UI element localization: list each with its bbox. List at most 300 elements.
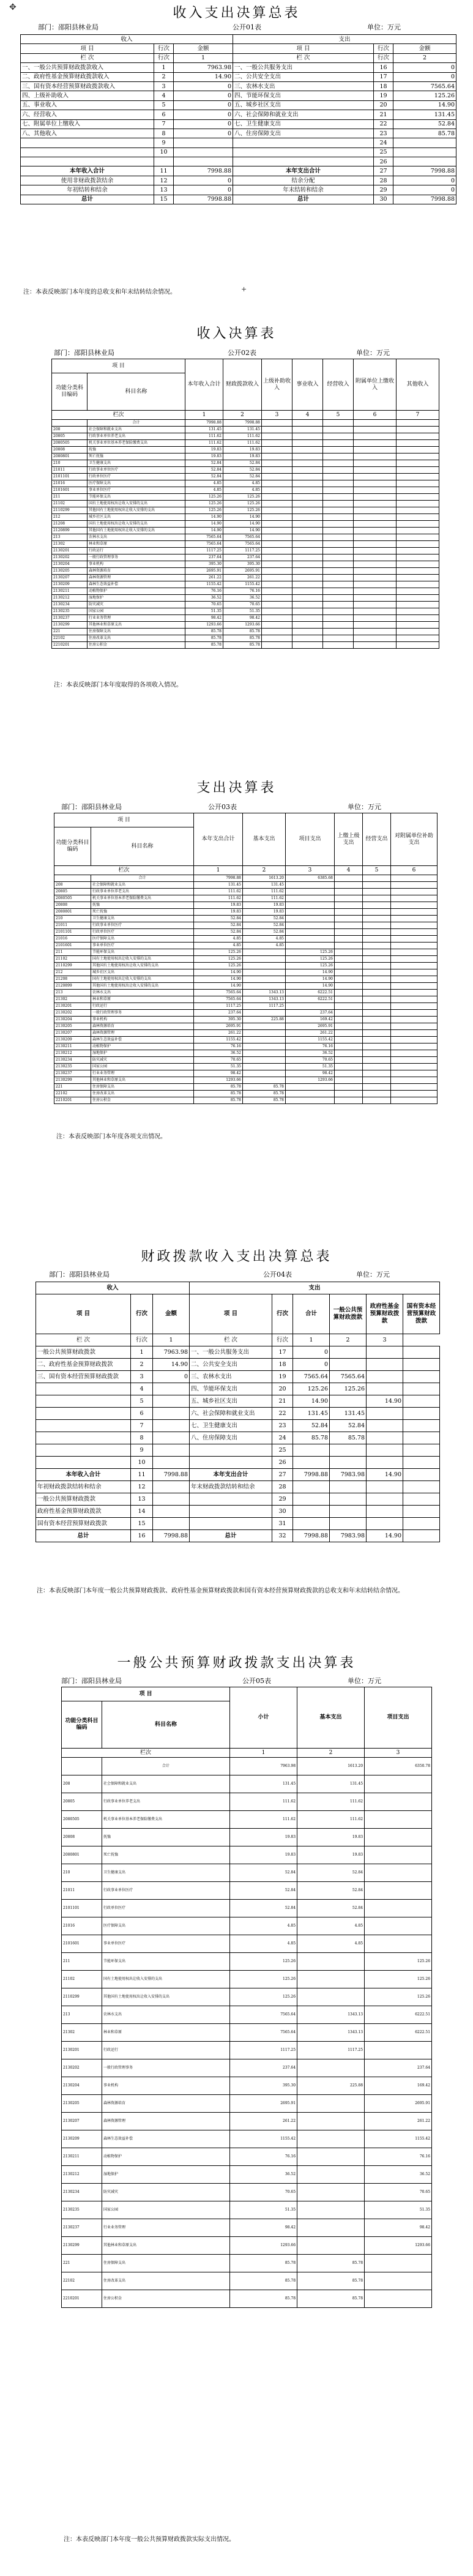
table-cell: 15 — [154, 195, 174, 204]
table-cell — [262, 460, 292, 467]
table-cell: 国家公园 — [102, 2201, 230, 2219]
table-cell: 0 — [153, 1371, 190, 1383]
table-cell: 农林水支出 — [88, 534, 185, 541]
table-cell — [297, 2201, 365, 2219]
table-cell: 1117.25 — [243, 1003, 286, 1010]
table-cell — [335, 909, 363, 916]
table-cell — [363, 1064, 391, 1070]
table-cell: 7998.88 — [393, 166, 456, 176]
table-cell: 51.35 — [194, 1064, 243, 1070]
table-cell — [153, 1506, 190, 1518]
table-cell: 其他林业和草原支出 — [88, 622, 185, 629]
header-cell: 6 — [391, 866, 438, 875]
table-cell — [297, 2237, 365, 2255]
table-cell: 98.42 — [286, 1070, 335, 1077]
table-cell: 125.26 — [365, 1988, 432, 2006]
table-cell: 221 — [54, 1084, 91, 1091]
table-cell: 395.30 — [230, 2077, 297, 2095]
table-cell — [286, 1084, 335, 1091]
table-cell — [292, 474, 323, 480]
table-cell: 111.62 — [297, 1811, 365, 1829]
table-cell: 森林资源管理 — [91, 1030, 194, 1037]
table-cell: 森林资源培育 — [102, 2095, 230, 2113]
table-cell: 7983.98 — [330, 1530, 367, 1542]
table-cell — [243, 1064, 286, 1070]
table-row — [52, 501, 439, 507]
table-cell: 四、节能环保支出 — [190, 1383, 272, 1395]
table-cell: 52.84 — [230, 1864, 297, 1882]
header-cell: 上缴上级支出 — [335, 813, 363, 866]
table-cell: 国有土地使用权出让收入安排的支出 — [91, 956, 194, 963]
table-row — [54, 813, 438, 827]
table-cell: 21011 — [62, 1882, 102, 1900]
table-cell: 事业单位医疗 — [102, 1935, 230, 1953]
table-cell — [367, 1359, 403, 1371]
table-cell: 14.90 — [153, 1359, 190, 1371]
table-cell — [397, 487, 439, 494]
table-cell: 2080801 — [54, 909, 91, 916]
header-cell: 栏次 — [62, 1749, 230, 1758]
table-row — [62, 1864, 432, 1882]
table-cell: 4.85 — [194, 936, 243, 943]
table-cell: 2101101 — [62, 1900, 102, 1917]
table-cell: 125.26 — [330, 1383, 367, 1395]
table-cell: 2130235 — [54, 1064, 91, 1070]
table-cell — [397, 440, 439, 447]
table-cell: 211 — [62, 1953, 102, 1971]
table-cell: 52.84 — [297, 1882, 365, 1900]
table-cell: 98.42 — [185, 615, 223, 622]
t4-note: 注：本表反映部门本年度一般公共预算财政拨款、政府性基金预算财政拨款和国有资本经营预算财政拨款的总收支和年末结转结余情况。 — [37, 1588, 404, 1594]
table-cell: 医疗保障支出 — [88, 480, 185, 487]
table-cell: 125.26 — [365, 1953, 432, 1971]
table-cell: 85.78 — [230, 2255, 297, 2272]
table-cell — [243, 1043, 286, 1050]
table-row — [52, 615, 439, 622]
table-cell: 85.78 — [243, 1097, 286, 1104]
table-row — [62, 2077, 432, 2095]
table-cell — [363, 1084, 391, 1091]
table-cell — [397, 447, 439, 454]
table-cell: 抚恤 — [102, 1829, 230, 1846]
table-cell — [354, 480, 397, 487]
table-cell: 2130204 — [62, 2077, 102, 2095]
table-cell: 国家公园 — [88, 608, 185, 615]
table-cell — [190, 1457, 272, 1469]
table-cell: 208 — [62, 1775, 102, 1793]
table-cell: 防灾减灾 — [88, 602, 185, 608]
table-cell: 合计 — [91, 875, 194, 882]
table-row — [36, 1518, 440, 1530]
table-cell: 19.83 — [230, 1846, 297, 1864]
table-cell: 6222.51 — [365, 2006, 432, 2024]
table-row — [21, 185, 456, 195]
table-cell: 2080505 — [52, 440, 88, 447]
table-cell: 事业机构 — [91, 1017, 194, 1023]
table-cell: 2130209 — [52, 581, 88, 588]
header-cell: 行次 — [374, 53, 393, 62]
header-cell: 项 目 — [36, 1294, 131, 1334]
table-cell — [292, 561, 323, 568]
table-cell — [354, 534, 397, 541]
table-cell — [153, 1518, 190, 1530]
table-cell — [397, 561, 439, 568]
table-cell — [354, 467, 397, 474]
table-cell — [323, 588, 354, 595]
table-cell — [354, 427, 397, 433]
table-cell: 其他国有土地使用权出让收入安排的支出 — [91, 963, 194, 969]
table-row — [52, 480, 439, 487]
table-cell: 52.84 — [194, 922, 243, 929]
table-cell — [292, 541, 323, 548]
header-cell: 收入 — [36, 1282, 190, 1294]
table-cell: 125.26 — [286, 956, 335, 963]
header-cell: 基本支出 — [297, 1687, 365, 1749]
table-cell: 2130202 — [62, 2059, 102, 2077]
table-cell — [363, 882, 391, 889]
table-cell — [391, 922, 438, 929]
table-cell: 14.90 — [223, 514, 262, 521]
table-cell: 国有土地使用权出让收入安排的支出 — [88, 521, 185, 528]
table-cell — [365, 2290, 432, 2308]
table-cell: 2695.91 — [223, 568, 262, 575]
table-cell: 70.65 — [194, 1057, 243, 1064]
table-cell: 2130212 — [54, 1050, 91, 1057]
table-cell — [323, 534, 354, 541]
table-cell: 其他国有土地使用权出让收入安排的支出 — [88, 507, 185, 514]
header-cell: 1 — [153, 1334, 190, 1346]
table-cell — [262, 541, 292, 548]
table-cell — [323, 501, 354, 507]
table-cell: 85.78 — [185, 635, 223, 642]
table-cell: 2080801 — [52, 454, 88, 460]
table-cell: 二、公共安全支出 — [233, 72, 374, 81]
table-row — [54, 943, 438, 949]
table-cell — [397, 595, 439, 602]
table-cell: 85.78 — [194, 1091, 243, 1097]
table-row — [52, 359, 439, 373]
table-cell — [335, 943, 363, 949]
table-cell: 7565.64 — [223, 541, 262, 548]
table-cell — [354, 629, 397, 635]
header-cell: 政府性基金预算财政拨款 — [367, 1294, 403, 1334]
table-row — [52, 474, 439, 480]
table-cell: 98.42 — [365, 2219, 432, 2237]
table-cell: 2130212 — [52, 595, 88, 602]
table-cell: 行业业务管理 — [102, 2219, 230, 2237]
table-cell — [403, 1395, 440, 1408]
table-cell: 住房改革支出 — [102, 2272, 230, 2290]
table-cell: 19 — [374, 91, 393, 100]
table-row — [54, 1077, 438, 1084]
table-cell — [292, 521, 323, 528]
table-cell: 76.16 — [286, 1043, 335, 1050]
table-cell: 动植物保护 — [91, 1043, 194, 1050]
table-cell — [365, 1917, 432, 1935]
table-cell — [354, 581, 397, 588]
table-cell — [391, 1017, 438, 1023]
table-cell: 1117.25 — [230, 2042, 297, 2059]
table-cell — [365, 1882, 432, 1900]
t3-title: 支出决算表 — [196, 780, 277, 796]
table-cell — [391, 990, 438, 996]
table-cell: 行政单位医疗 — [102, 1900, 230, 1917]
table-cell: 年末财政拨款结转和结余 — [190, 1481, 272, 1493]
table-cell — [292, 575, 323, 581]
table-cell — [391, 996, 438, 1003]
table-cell — [335, 936, 363, 943]
table-cell: 4.85 — [230, 1917, 297, 1935]
table-cell: 7565.64 — [393, 81, 456, 91]
table-cell: 18 — [272, 1359, 293, 1371]
table-cell: 2130209 — [54, 1037, 91, 1043]
table-row — [62, 1758, 432, 1775]
table-cell: 2695.91 — [185, 568, 223, 575]
table-cell — [292, 629, 323, 635]
table-cell: 30 — [374, 195, 393, 204]
table-cell: 20805 — [54, 889, 91, 895]
table-cell — [354, 440, 397, 447]
table-cell — [286, 916, 335, 922]
table-cell — [391, 1084, 438, 1091]
table-cell: 行政单位医疗 — [91, 929, 194, 936]
table-cell: 131.45 — [223, 427, 262, 433]
table-cell — [292, 554, 323, 561]
table-cell: 0 — [174, 176, 233, 185]
header-cell: 2 — [243, 866, 286, 875]
table-cell — [363, 1070, 391, 1077]
header-cell: 金额 — [174, 44, 233, 53]
header-cell: 功能分类科目编码 — [52, 373, 88, 411]
table-cell: 17 — [374, 72, 393, 81]
table-cell — [262, 561, 292, 568]
table-cell — [391, 875, 438, 882]
table-cell: 国家公园 — [91, 1064, 194, 1070]
t1-dept: 部门：邵阳县林业局 — [38, 23, 99, 31]
table-cell — [262, 454, 292, 460]
table-cell: 210 — [62, 1864, 102, 1882]
table-cell: 70.65 — [365, 2184, 432, 2201]
table-cell — [367, 1346, 403, 1359]
table-cell — [323, 433, 354, 440]
table-row — [54, 922, 438, 929]
table-cell — [153, 1420, 190, 1432]
table-row — [54, 929, 438, 936]
header-cell: 行次 — [154, 53, 174, 62]
table-cell — [403, 1432, 440, 1444]
table-cell — [286, 936, 335, 943]
table-cell — [335, 1023, 363, 1030]
table-cell: 7983.98 — [330, 1469, 367, 1481]
table-cell: 76.16 — [185, 588, 223, 595]
table-cell: 52.84 — [185, 467, 223, 474]
table-cell: 20 — [272, 1383, 293, 1395]
table-cell — [403, 1469, 440, 1481]
table-cell: 125.26 — [365, 1971, 432, 1988]
table-cell — [397, 433, 439, 440]
table-cell: 6385.68 — [286, 875, 335, 882]
header-cell: 4 — [292, 411, 323, 420]
table-cell — [363, 1057, 391, 1064]
table-cell: 52.84 — [230, 1900, 297, 1917]
table-cell — [403, 1518, 440, 1530]
table-cell: 1613.20 — [243, 875, 286, 882]
table-cell: 行业业务管理 — [91, 1070, 194, 1077]
table-cell — [323, 528, 354, 534]
table-row — [21, 157, 456, 166]
table-cell — [397, 575, 439, 581]
table-cell — [153, 1481, 190, 1493]
table-cell — [397, 427, 439, 433]
table-cell: 2130205 — [52, 568, 88, 575]
table-cell — [335, 1010, 363, 1017]
table-cell — [354, 433, 397, 440]
table-cell: 2130235 — [52, 608, 88, 615]
table-cell — [367, 1408, 403, 1420]
table-cell: 使用非财政拨款结余 — [21, 176, 154, 185]
table-cell — [262, 615, 292, 622]
header-cell: 行次 — [272, 1334, 293, 1346]
table-row — [54, 1064, 438, 1070]
table-cell: 25 — [272, 1444, 293, 1457]
table-cell: 32 — [272, 1530, 293, 1542]
table-cell — [323, 642, 354, 649]
table-cell — [297, 1971, 365, 1988]
table-cell — [335, 956, 363, 963]
table-row — [62, 1749, 432, 1758]
table-cell — [367, 1444, 403, 1457]
table-cell: 2130204 — [54, 1017, 91, 1023]
table-cell: 7565.64 — [185, 541, 223, 548]
table-cell: 林业和草原 — [91, 996, 194, 1003]
table-cell: 261.22 — [185, 575, 223, 581]
table-cell — [403, 1481, 440, 1493]
table-cell — [292, 514, 323, 521]
table-cell — [243, 949, 286, 956]
table-cell — [403, 1408, 440, 1420]
table-cell — [354, 561, 397, 568]
table-cell — [391, 889, 438, 895]
table-row — [52, 507, 439, 514]
table-cell: 1155.42 — [286, 1037, 335, 1043]
table-cell: 111.62 — [185, 433, 223, 440]
table-cell: 4.85 — [230, 1935, 297, 1953]
table-row — [54, 1017, 438, 1023]
table-cell: 261.22 — [286, 1030, 335, 1037]
table-cell — [286, 902, 335, 909]
table-cell — [262, 554, 292, 561]
table-cell — [286, 889, 335, 895]
table-cell: 19.83 — [223, 454, 262, 460]
table-cell — [262, 534, 292, 541]
table-row — [54, 983, 438, 990]
header-cell: 其他收入 — [397, 359, 439, 411]
t5-form: 公开05表 — [242, 1677, 271, 1685]
header-cell: 项 目 — [21, 44, 154, 53]
table-cell — [354, 460, 397, 467]
table-cell — [354, 447, 397, 454]
header-cell: 经营收入 — [323, 359, 354, 411]
table-cell: 0 — [393, 63, 456, 72]
table-cell: 125.26 — [286, 949, 335, 956]
table-cell: 2695.91 — [286, 1023, 335, 1030]
table-cell — [391, 983, 438, 990]
table-cell — [403, 1457, 440, 1469]
table-cell — [323, 420, 354, 427]
table-cell — [293, 1518, 330, 1530]
table-cell: 4.85 — [194, 943, 243, 949]
table-cell: 20808 — [62, 1829, 102, 1846]
table-cell: 7998.88 — [393, 195, 456, 204]
table-cell — [335, 949, 363, 956]
t4-dept: 部门：邵阳县林业局 — [49, 1271, 110, 1279]
table-cell: 7998.88 — [194, 875, 243, 882]
table-row — [52, 595, 439, 602]
table-cell: 111.62 — [194, 895, 243, 902]
table-cell: 7565.64 — [293, 1371, 330, 1383]
table-cell — [174, 157, 233, 166]
table-cell: 19.83 — [297, 1829, 365, 1846]
move-anchor-icon[interactable]: ✥ — [9, 2, 17, 12]
table-cell: 125.26 — [293, 1383, 330, 1395]
add-row-icon[interactable]: + — [241, 285, 247, 293]
table-cell: 85.78 — [393, 129, 456, 138]
table-cell — [397, 460, 439, 467]
table-row — [21, 44, 456, 53]
table-cell: 85.78 — [243, 1084, 286, 1091]
table-cell — [335, 1091, 363, 1097]
table-cell — [323, 507, 354, 514]
table-cell — [262, 575, 292, 581]
table-cell — [365, 1846, 432, 1864]
table-cell — [335, 889, 363, 895]
table-cell: 行政运行 — [102, 2042, 230, 2059]
table-cell: 4.85 — [297, 1917, 365, 1935]
table-cell — [286, 1097, 335, 1104]
table-cell: 住房公积金 — [102, 2290, 230, 2308]
t5-note: 注：本表反映部门本年度一般公共预算财政拨款实际支出情况。 — [64, 2536, 235, 2543]
table-cell: 行政事业单位医疗 — [102, 1882, 230, 1900]
table-cell: 21016 — [52, 480, 88, 487]
table-cell: 15 — [131, 1518, 153, 1530]
table-cell: 125.26 — [223, 501, 262, 507]
table-row — [52, 427, 439, 433]
table-cell — [391, 895, 438, 902]
table-cell: 131.45 — [330, 1408, 367, 1420]
table-row — [62, 1935, 432, 1953]
table-cell — [36, 1432, 131, 1444]
table-cell — [262, 548, 292, 554]
table-cell: 结余分配 — [233, 176, 374, 185]
table-cell — [174, 138, 233, 147]
table-cell — [365, 1864, 432, 1882]
table-row — [62, 2201, 432, 2219]
table-cell: 行政事业单位养老支出 — [91, 889, 194, 895]
table-cell: 卫生健康支出 — [91, 916, 194, 922]
header-cell: 7 — [397, 411, 439, 420]
table-row — [52, 548, 439, 554]
table-cell: 1343.13 — [297, 2024, 365, 2042]
header-cell: 本年收入合计 — [185, 359, 223, 411]
table-row — [62, 1953, 432, 1971]
table-cell — [335, 969, 363, 976]
table-cell: 行政运行 — [91, 1003, 194, 1010]
table-row — [62, 2166, 432, 2184]
table-cell: 4.85 — [243, 936, 286, 943]
table-cell: 事业机构 — [88, 561, 185, 568]
table-cell: 一般公共预算财政拨款 — [36, 1346, 131, 1359]
table-cell: 2130205 — [62, 2095, 102, 2113]
